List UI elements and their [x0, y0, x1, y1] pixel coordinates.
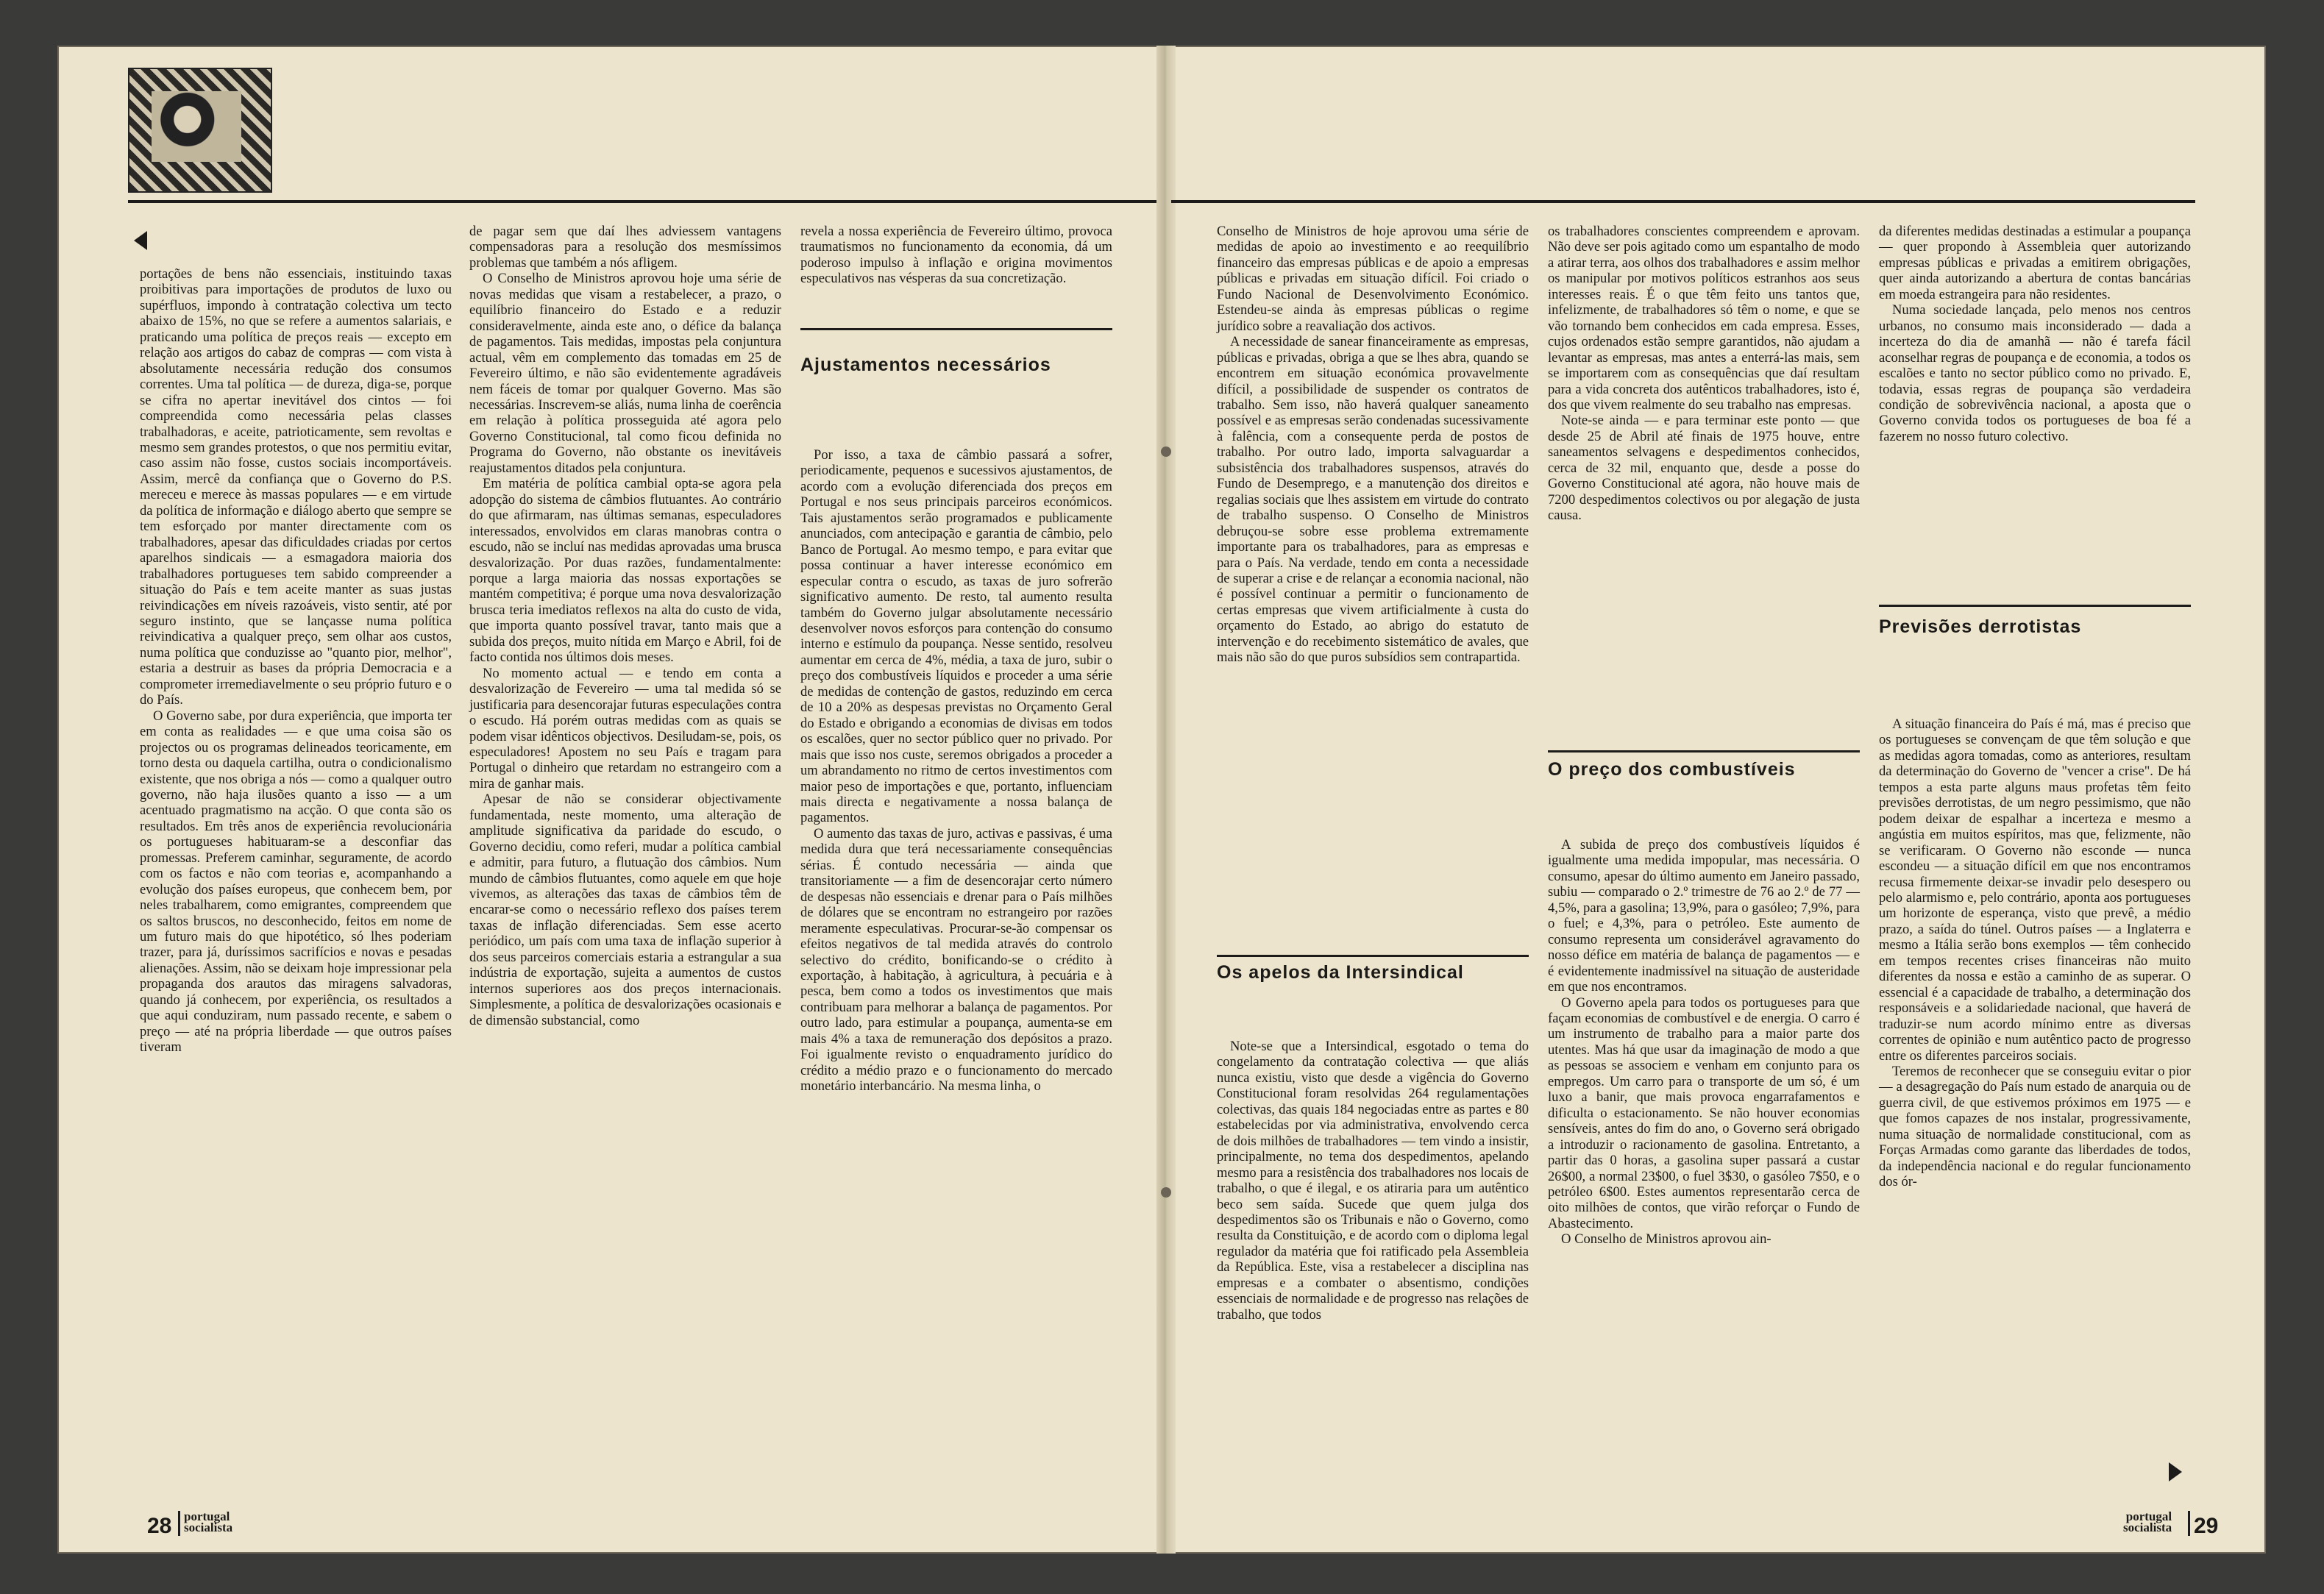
masthead-logo-right: portugal socialista [2123, 1509, 2172, 1534]
paragraph: Por isso, a taxa de câmbio passará a sofrer, periodicamente, pequenos e sucessivos ajustamentos, de acordo com a evolução diferenciada dos preços em Portugal e nos seus principais parceiros económicos. Tais ajustamentos serão programados e publicamente anunciados, com antecipação e garantia de câmbio, pelo Banco de Portugal. Ao mesmo tempo, e para evitar que possa continuar a haver interesse económico em especular contra o escudo, as taxas de juro sofrerão significativo aumento. De resto, tal aumento resulta também do Governo julgar absolutamente necessário desenvolver novos esforços para contenção do consumo interno e estímulo da poupança. Nesse sentido, resolveu aumentar em cerca de 4%, média, a taxa de juro, subir o preço dos combustíveis líquidos e proceder a uma série de medidas de contenção de gastos, reduzindo em cerca de 10 a 20% as despesas previstas no Orçamento Geral do Estado e obrigando a economias de divisas em todos os escalões, quer no sector público quer no privado. Por mais que isso nos custe, seremos obrigados a proceder a um abrandamento no ritmo de certos investimentos com maior peso de importações e que, portanto, influenciam mais directa e negativamente a nossa balança de pagamentos. [800, 447, 1112, 826]
section-rule [1548, 750, 1860, 752]
paragraph: A subida de preço dos combustíveis líquidos é igualmente uma medida impopular, mas necessária. O consumo, apesar do último aumento em Janeiro passado, subiu — comparado o 2.º trimestre de 76 ao 2.º de 77 — 4,5%, para a gasolina; 13,9%, para o gasóleo; 7,9%, para o fuel; e 4,3%, para o petróleo. Este aumento de consumo representa um considerável agravamento do nosso défice em matéria de balança de pagamentos — e é evidentemente inadmissível na situação de austeridade em que nos encontramos. [1548, 837, 1860, 995]
column-3 [800, 447, 1112, 1095]
paragraph: O Conselho de Ministros aprovou ain- [1561, 1231, 1772, 1248]
staple-top [1161, 446, 1171, 457]
paragraph: A situação financeira do País é má, mas é preciso que os portugueses se convençam de que têm solução e que as medidas agora tomadas, como as anteriores, resultam da determinação do Governo de "vencer a crise". De há tempos a esta parte alguns maus profetas têm feito previsões derrotistas, de um negro pessimismo, que não podem deixar de espalhar a incerteza e mesmo a angústia em muitos espíritos, mas que, felizmente, não se verificaram. O Governo não esconde — nunca escondeu — a situação difícil em que nos encontramos recusa firmemente deixar-se invadir pelo desespero ou pelo alarmismo e, pelo contrário, aponta aos portugueses um horizonte de esperança, visto que prevê, a médio prazo, a saída do túnel. Outros países — a Inglaterra e mesmo a Itália serão bons exemplos — têm conhecido em tempos recentes crises financeiras não muito diferentes da nossa e estão a caminho de as superar. O essencial é a capacidade de trabalho, a determinação dos responsáveis e a solidariedade nacional, que haverá de traduzir-se num acordo mínimo entre as diversas correntes de opinião e num autêntico pacto de progresso entre os diferentes parceiros sociais. [1879, 716, 2191, 1064]
paragraph: Teremos de reconhecer que se conseguiu evitar o pior — a desagregação do País num estado de anarquia ou de guerra civil, de que estivemos próximos em 1975 — e que fomos capazes de nos instalar, progressivamente, numa situação de normalidade constitucional, com as Forças Armadas como garante das liberdades de todos, da independência nacional e do regular funcionamento dos ór- [1879, 1063, 2191, 1190]
header-photo-collage [128, 68, 272, 193]
column-1 [140, 266, 452, 1056]
page-number-left: 28 [147, 1514, 172, 1538]
magazine-spread [57, 46, 2266, 1554]
folio-divider [2188, 1511, 2190, 1536]
paragraph: portações de bens não essenciais, instituindo taxas proibitivas para importações de produtos de luxo ou supérfluos, impondo à contratação colectiva um tecto abaixo de 15%, no que se refere a aumentos salariais, e praticando uma política de preços reais — excepto em relação aos artigos do cabaz de compras — com vista à absolutamente necessária redução dos consumos correntes. Uma tal política — de dureza, diga-se, porque se cifra no apertar inevitável dos cintos — foi compreendida como necessária pelas classes trabalhadoras, e aceite, patrioticamente, sem revoltas e mesmo sem grandes protestos, o que nos permitiu evitar, caso assim não fosse, custos sociais incomportáveis. Assim, mercê da confiança que o Governo do P.S. mereceu e merece às massas populares — e em virtude da política de informação e diálogo aberto que sempre se tem esforçado por manter directamente com os trabalhadores, apesar das dificuldades criadas por certos aparelhos sindicais — a esmagadora maioria dos trabalhadores portugueses tem sabido compreender a situação do País e tem aceite manter as suas justas reivindicações em níveis razoáveis, visto sentir, até por seguro instinto, que se lançasse numa política reivindicativa a qualquer preço, sem olhar aos custos, numa política que conduzisse ao "quanto pior, melhor", estaria a destruir as bases da própria Democracia e a comprometer irremediavelmente o seu próprio futuro e o do País. [140, 266, 452, 708]
column-5 [1548, 837, 1860, 1248]
paragraph: Note-se que a Intersindical, esgotado o tema do congelamento da contratação colectiva — que aliás nunca existiu, visto que desde a vigência do Governo Constitucional foram resolvidas 264 regulamentações colectivas, das quais 184 negociadas entre as partes e 80 estabelecidas por via administrativa, envolvendo cerca de dois milhões de trabalhadores — tem vindo a insistir, principalmente, no tema dos despedimentos, apelando mesmo para a resistência dos trabalhadores nos locais de trabalho, o que é ilegal, e os atiraria para um autêntico beco sem saída. Sucede que quem julga dos despedimentos são os Tribunais e não o Governo, como resulta da Constituição, e de acordo com o diploma legal regulador da matéria que foi ratificado pela Assembleia da República. Este, visa a restabelecer a disciplina nas empresas e a combater o absentismo, condições essenciais de normalidade e de progresso nas relações de trabalho, que todos [1217, 1039, 1529, 1323]
header-rule-left [128, 200, 1156, 203]
header-rule-right [1171, 200, 2195, 203]
column-4-top [1217, 224, 1529, 666]
column-3-top [800, 224, 1112, 287]
paragraph: O Governo sabe, por dura experiência, que importa ter em conta as realidades — e que uma coisa são os projectos ou os programas delineados teoricamente, em torno desta ou daquela cartilha, outra o condicionalismo existente, que nos obriga a nós — como a qualquer outro governo, não haja ilusões quanto a isso — a um acentuado pragmatismo na acção. O que conta são os resultados. Em três anos de experiência revolucionária os portugueses habituaram-se a desconfiar das promessas. Preferem caminhar, seguramente, de acordo com os factos e não com teorias e, acompanhando a evolução dos países europeus, que conhecem bem, por neles trabalharem, como emigrantes, compreendem que os saltos bruscos, no desconhecido, feitos em nome de um futuro mais do que hipotético, só lhes poderiam trazer, para já, duríssimos sacrifícios e novas e pesadas alienações. Assim, não se deixam hoje impressionar pela propaganda dos arautos das miragens salvadoras, quando já conhecem, por experiência, os resultados a que aqui conduziram, num passado recente, e sabem o preço — até na própria liberdade — que outros países tiveram [140, 708, 452, 1056]
paragraph: No momento actual — e tendo em conta a desvalorização de Fevereiro — uma tal medida só se justificaria para desencorajar futuras especulações contra o escudo. Há porém outras medidas com as quais se podem visar idênticos objectivos. Desiludam-se, pois, os especuladores! Apostem no seu País e tragam para Portugal o dinheiro que retardam no estrangeiro com a mira de ganhar mais. [469, 665, 781, 791]
paragraph: da diferentes medidas destinadas a estimular a poupança — quer propondo à Assembleia quer autorizando empresas públicas e privadas a emitirem obrigações, quer ainda autorizando a abertura de contas bancárias em moeda estrangeira para não residentes. [1879, 224, 2191, 302]
paragraph: O aumento das taxas de juro, activas e passivas, é uma medida dura que terá necessariamente consequências sérias. É contudo necessária — ainda que transitoriamente — a fim de desencorajar certo número de despesas não essenciais e drenar para o País milhões de dólares que se encontram no estrangeiro por razões meramente especulativas. Procurar-se-ão compensar os efeitos negativos de tal medida através do controlo selectivo do crédito, bonificando-se o crédito à exportação, à habitação, à agricultura, à pecuária e à pesca, bem como a todos os investimentos que mais contribuam para melhorar a balança de pagamentos. Por outro lado, para estimular a poupança, aumenta-se em mais 4% a taxa de remuneração dos depósitos a prazo. Foi igualmente revisto o enquadramento jurídico do crédito a médio prazo e o funcionamento do mercado monetário interbancário. Na mesma linha, o [800, 825, 1112, 1095]
paragraph: revela a nossa experiência de Fevereiro último, provoca traumatismos no funcionamento da economia, dá um poderoso impulso à inflação e origina movimentos especulativos nas vésperas da sua concretização. [800, 224, 1112, 287]
page-number-right: 29 [2194, 1514, 2219, 1538]
left-page [57, 46, 1161, 1554]
right-page [1171, 46, 2266, 1554]
paragraph: Numa sociedade lançada, pelo menos nos centros urbanos, no consumo mais inconsiderado — dada a incerteza do dia de amanhã — não é tarefa fácil aconselhar regras de poupança e de economia, a todos os escalões e tanto no sector público como no privado. E, todavia, essas regras de poupança são verdadeira condição de sobrevivência nacional, a aposta que o Governo convida todos os portugueses de boa fé a fazerem no nosso futuro colectivo. [1879, 302, 2191, 444]
column-4 [1217, 1039, 1529, 1323]
staple-bottom [1161, 1187, 1171, 1198]
column-2 [469, 224, 781, 1028]
section-rule [800, 328, 1112, 330]
heading-preco: O preço dos combustíveis [1548, 759, 1796, 780]
heading-ajustamentos: Ajustamentos necessários [800, 355, 1051, 375]
paragraph: A necessidade de sanear financeiramente as empresas, públicas e privadas, obriga a que se lhes abra, quando se encontrem em situação económica provavelmente difícil, a possibilidade de suspender os contratos de trabalho. Sem isso, não haverá qualquer saneamento possível e as empresas serão condenadas sucessivamente à falência, com a consequente perda de postos de trabalho. Por outro lado, importa salvaguardar a subsistência dos trabalhadores suspensos, através do Fundo de Desemprego, e a manutenção dos direitos e regalias sociais que lhes assistem em virtude do contrato de trabalho suspenso. O Conselho de Ministros debruçou-se sobre esse problema extremamente importante para os trabalhadores, para as empresas e para o País. Na verdade, tendo em conta a necessidade de superar a crise e de relançar a economia nacional, não é possível continuar a permitir o funcionamento de certas empresas que vivem artificialmente à custa do orçamento do Estado, ao abrigo do estatuto de intervenção e do recebimento sistemático de avales, que mais não são do que puros subsídios sem contrapartida. [1217, 334, 1529, 666]
folio-divider [178, 1511, 180, 1536]
paragraph: Conselho de Ministros de hoje aprovou uma série de medidas de apoio ao investimento e ao reequilíbrio financeiro das empresas públicas e de apoio a empresas públicas e privadas em situação difícil. Foi criado o Fundo Nacional de Desenvolvimento Económico. Estendeu-se ainda às empresas públicas o regime jurídico sobre a reavaliação dos activos. [1217, 224, 1529, 334]
paragraph: os trabalhadores conscientes compreendem e aprovam. Não deve ser pois agitado como um espantalho de modo a atirar terra, aos olhos dos trabalhadores e assim melhor os manipular por motivos políticos estranhos aos seus interesses reais. É o que têm feito uns tantos que, infelizmente, de trabalhadores só têm o nome, e que se vão tornando bem conhecidos em cada empresa. Esses, cujos ordenados estão sempre garantidos, não ajudam a levantar as empresas, mas antes a enterrá-las mais, sem se importarem com as consequências que daí resultam para a vida concreta dos autênticos trabalhadores, isto é, dos que vivem realmente do seu trabalho nas empresas. [1548, 224, 1860, 413]
heading-apelos: Os apelos da Intersindical [1217, 962, 1464, 983]
masthead-logo-left: portugal socialista [184, 1509, 233, 1534]
paragraph: de pagar sem que daí lhes adviessem vantagens compensadoras para a resolução dos mesmíssimos problemas que também a nós afligem. [469, 224, 781, 271]
paragraph: Note-se ainda — e para terminar este ponto — que desde 25 de Abril até finais de 1975 houve, entre saneamentos selvagens e despedimentos conhecidos, cerca de 32 mil, enquanto que, desde a posse do Governo Constitucional até agora, não houve mais de 7200 despedimentos colectivos ou por alegação de justa causa. [1548, 413, 1860, 524]
paragraph: Apesar de não se considerar objectivamente fundamentada, neste momento, uma alteração de amplitude significativa da paridade do escudo, o Governo decidiu, como referi, mudar a política cambial e admitir, para futuro, a flutuação dos câmbios. Num mundo de câmbios flutuantes, como aquele em que hoje vivemos, as alterações das taxas de câmbios têm de encarar-se como o necessário reflexo dos países terem taxas de inflação diferenciadas. Sem esse acerto periódico, um país com uma taxa de inflação superior à dos seus parceiros comerciais estaria a estrangular a sua indústria de exportação, sujeita a aumentos de custos internos superiores aos dos preços internacionais. Simplesmente, a política de desvalorizações ocasionais e de dimensão substancial, como [469, 791, 781, 1028]
triangle-left-icon [134, 231, 147, 250]
paragraph: O Conselho de Ministros aprovou hoje uma série de novas medidas que visam a restabelecer, a prazo, o equilíbrio financeiro do Estado e a reduzir consideravelmente, ainda este ano, o défice da balança de pagamentos. Tais medidas, impostas pela conjuntura actual, vêm em complemento das tomadas em 25 de Fevereiro último, e não são evidentemente agradáveis nem fáceis de tomar por qualquer Governo. Mas são necessárias. Inscrevem-se aliás, numa linha de coerência em relação à política prosseguida até agora pelo Governo Constitucional, tal como ficou definida no Programa do Governo, não obstante os inevitáveis reajustamentos ditados pela conjuntura. [469, 271, 781, 476]
section-rule [1217, 955, 1529, 957]
column-6 [1879, 716, 2191, 1190]
column-6-top [1879, 224, 2191, 444]
paragraph: O Governo apela para todos os portugueses para que façam economias de combustível e de energia. O carro é um instrumento de trabalho para a maior parte dos utentes. Mas há que usar da imaginação de modo a que as pessoas se associem e venham em conjunto para os empregos. Um carro para o transporte de um só, é um luxo a banir, que mais provoca engarrafamentos e dificulta o estacionamento. Se não houver economias sensíveis, antes do fim do ano, o Governo será obrigado a introduzir o racionamento de gasolina. Entretanto, a partir das 0 horas, a gasolina super passará a custar 26$00, a normal 23$00, o fuel 3$30, o gasóleo 7$50, e o petróleo 6$00. Estes aumentos representarão cerca de oito milhões de contos, que virão reforçar o Fundo de Abastecimento. [1548, 995, 1860, 1231]
section-rule [1879, 605, 2191, 607]
paragraph: Em matéria de política cambial opta-se agora pela adopção do sistema de câmbios flutuantes. Ao contrário do que afirmaram, nas últimas semanas, especuladores interessados, envolvidos em claras manobras contra o escudo, não se incluí nas medidas aprovadas uma brusca desvalorização. Por duas razões, fundamentalmente: porque a larga maioria das nossas exportações se mantém competitiva; é porque uma nova desvalorização brusca teria imediatos reflexos na alta do custo de vida, que importa quanto possível travar, tanto mais que a subida dos preços, muito nítida em Março e Abril, foi de facto contida nos últimos dois meses. [469, 476, 781, 666]
triangle-right-icon [2169, 1462, 2182, 1481]
column-5-top [1548, 224, 1860, 524]
heading-previsoes: Previsões derrotistas [1879, 616, 2082, 637]
